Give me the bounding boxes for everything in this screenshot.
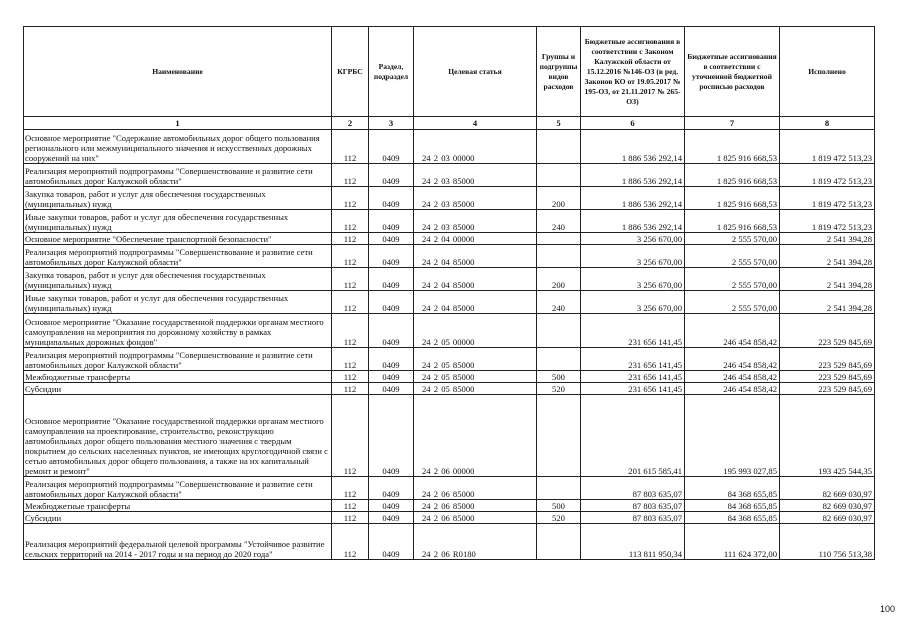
- cell-ktgrbs: 112: [332, 371, 369, 383]
- cell-refined: 1 825 916 668,53: [685, 130, 780, 164]
- cell-vr: 520: [537, 512, 581, 524]
- cell-executed: 2 541 394,28: [780, 245, 875, 268]
- cell-plan: 231 656 141,45: [581, 314, 685, 348]
- cell-plan: 1 886 536 292,14: [581, 187, 685, 210]
- cell-refined: 246 454 858,42: [685, 348, 780, 371]
- col-number: 3: [369, 117, 414, 130]
- cell-executed: 2 541 394,28: [780, 268, 875, 291]
- cell-executed: 193 425 544,35: [780, 395, 875, 477]
- cell-executed: 110 756 513,38: [780, 524, 875, 560]
- cell-ktgrbs: 112: [332, 210, 369, 233]
- cell-plan: 3 256 670,00: [581, 245, 685, 268]
- cell-vr: [537, 164, 581, 187]
- cell-vr: [537, 233, 581, 245]
- col-number: 2: [332, 117, 369, 130]
- table-row: [24, 395, 875, 477]
- table-row: [24, 348, 875, 371]
- cell-name: Субсидии: [24, 383, 332, 395]
- cell-ktgrbs: 112: [332, 512, 369, 524]
- cell-refined: 1 825 916 668,53: [685, 164, 780, 187]
- cell-vr: [537, 130, 581, 164]
- table-row: [24, 500, 875, 512]
- cell-vr: [537, 524, 581, 560]
- cell-csr: 24 2 06 85000: [414, 500, 537, 512]
- cell-csr: 24 2 04 85000: [414, 245, 537, 268]
- cell-csr: 24 2 06 85000: [414, 477, 537, 500]
- cell-plan: 87 803 635,07: [581, 500, 685, 512]
- cell-vr: [537, 245, 581, 268]
- cell-name: Реализация мероприятий подпрограммы "Совершенствование и развитие сети автомобильных дорог Калужской области": [24, 477, 332, 500]
- cell-name: Иные закупки товаров, работ и услуг для обеспечения государственных (муниципальных) нужд: [24, 291, 332, 314]
- cell-name: Межбюджетные трансферты: [24, 371, 332, 383]
- cell-executed: 2 541 394,28: [780, 291, 875, 314]
- cell-ktgrbs: 112: [332, 245, 369, 268]
- cell-plan: 3 256 670,00: [581, 233, 685, 245]
- cell-plan: 113 811 950,34: [581, 524, 685, 560]
- cell-refined: 2 555 570,00: [685, 291, 780, 314]
- cell-vr: 240: [537, 291, 581, 314]
- header-target: Целевая статья: [414, 27, 537, 117]
- cell-executed: 223 529 845,69: [780, 314, 875, 348]
- cell-refined: 195 993 027,85: [685, 395, 780, 477]
- cell-executed: 1 819 472 513,23: [780, 210, 875, 233]
- cell-executed: 2 541 394,28: [780, 233, 875, 245]
- cell-vr: 200: [537, 187, 581, 210]
- cell-ktgrbs: 112: [332, 383, 369, 395]
- cell-ktgrbs: 112: [332, 187, 369, 210]
- cell-plan: 231 656 141,45: [581, 348, 685, 371]
- cell-name: Реализация мероприятий подпрограммы "Совершенствование и развитие сети автомобильных дорог Калужской области": [24, 245, 332, 268]
- header-row: [24, 27, 875, 117]
- cell-section: 0409: [369, 348, 414, 371]
- cell-ktgrbs: 112: [332, 348, 369, 371]
- cell-plan: 3 256 670,00: [581, 268, 685, 291]
- cell-csr: 24 2 05 85000: [414, 348, 537, 371]
- cell-csr: 24 2 03 85000: [414, 164, 537, 187]
- cell-ktgrbs: 112: [332, 130, 369, 164]
- cell-vr: [537, 314, 581, 348]
- cell-name: Межбюджетные трансферты: [24, 500, 332, 512]
- cell-refined: 246 454 858,42: [685, 383, 780, 395]
- cell-section: 0409: [369, 164, 414, 187]
- col-number: 8: [780, 117, 875, 130]
- header-groups: Группы и подгруппы видов расходов: [537, 27, 581, 117]
- cell-vr: 520: [537, 383, 581, 395]
- table-row: [24, 130, 875, 164]
- cell-section: 0409: [369, 477, 414, 500]
- table-row: [24, 477, 875, 500]
- cell-section: 0409: [369, 130, 414, 164]
- cell-ktgrbs: 112: [332, 268, 369, 291]
- cell-executed: 223 529 845,69: [780, 348, 875, 371]
- page-number: 100: [879, 604, 895, 614]
- cell-csr: 24 2 04 85000: [414, 268, 537, 291]
- header-section: Раздел, подраздел: [369, 27, 414, 117]
- cell-plan: 201 615 585,41: [581, 395, 685, 477]
- cell-name: Основное мероприятие "Оказание государственной поддержки органам местного самоуправления на мероприятия по дорожному хозяйству в рамках муниципальных дорожных фондов": [24, 314, 332, 348]
- cell-refined: 246 454 858,42: [685, 314, 780, 348]
- cell-executed: 82 669 030,97: [780, 477, 875, 500]
- cell-ktgrbs: 112: [332, 477, 369, 500]
- cell-executed: 1 819 472 513,23: [780, 130, 875, 164]
- cell-csr: 24 2 06 00000: [414, 395, 537, 477]
- table-row: [24, 314, 875, 348]
- cell-name: Закупка товаров, работ и услуг для обеспечения государственных (муниципальных) нужд: [24, 187, 332, 210]
- cell-section: 0409: [369, 524, 414, 560]
- cell-refined: 1 825 916 668,53: [685, 210, 780, 233]
- cell-vr: 500: [537, 371, 581, 383]
- cell-ktgrbs: 112: [332, 500, 369, 512]
- table-row: [24, 187, 875, 210]
- cell-section: 0409: [369, 500, 414, 512]
- table-row: [24, 383, 875, 395]
- col-number: 7: [685, 117, 780, 130]
- table-row: [24, 268, 875, 291]
- cell-csr: 24 2 06 85000: [414, 512, 537, 524]
- header-assign-refined: Бюджетные ассигнования в соответствии с уточненной бюджетной росписью расходов: [685, 27, 780, 117]
- cell-csr: 24 2 04 00000: [414, 233, 537, 245]
- cell-section: 0409: [369, 210, 414, 233]
- header-assign-law: Бюджетные ассигнования в соответствии с Законом Калужской области от 15.12.2016 №146-ОЗ (в ред. Законов КО от 19.05.2017 № 195-ОЗ, от 21.11.2017 № 265-ОЗ): [581, 27, 685, 117]
- cell-refined: 1 825 916 668,53: [685, 187, 780, 210]
- cell-section: 0409: [369, 371, 414, 383]
- header-executed: Исполнено: [780, 27, 875, 117]
- cell-name: Основное мероприятие "Обеспечение транспортной безопасности": [24, 233, 332, 245]
- header-name: Наименование: [24, 27, 332, 117]
- cell-plan: 87 803 635,07: [581, 477, 685, 500]
- cell-csr: 24 2 03 00000: [414, 130, 537, 164]
- cell-refined: 84 368 655,85: [685, 500, 780, 512]
- cell-section: 0409: [369, 383, 414, 395]
- cell-ktgrbs: 112: [332, 314, 369, 348]
- cell-name: Иные закупки товаров, работ и услуг для обеспечения государственных (муниципальных) нужд: [24, 210, 332, 233]
- cell-executed: 223 529 845,69: [780, 383, 875, 395]
- cell-executed: 1 819 472 513,23: [780, 164, 875, 187]
- cell-plan: 3 256 670,00: [581, 291, 685, 314]
- cell-name: Реализация мероприятий федеральной целевой программы "Устойчивое развитие сельских территорий на 2014 - 2017 годы и на период до 2020 года": [24, 524, 332, 560]
- table-row: [24, 233, 875, 245]
- cell-refined: 111 624 372,00: [685, 524, 780, 560]
- cell-refined: 2 555 570,00: [685, 233, 780, 245]
- cell-refined: 84 368 655,85: [685, 512, 780, 524]
- cell-executed: 82 669 030,97: [780, 500, 875, 512]
- cell-name: Реализация мероприятий подпрограммы "Совершенствование и развитие сети автомобильных дорог Калужской области": [24, 164, 332, 187]
- cell-csr: 24 2 05 85000: [414, 383, 537, 395]
- cell-name: Реализация мероприятий подпрограммы "Совершенствование и развитие сети автомобильных дорог Калужской области": [24, 348, 332, 371]
- cell-name: Основное мероприятие "Содержание автомобильных дорог общего пользования регионального или межмуниципального значения и искусственных дорожных сооружений на них": [24, 130, 332, 164]
- cell-csr: 24 2 03 85000: [414, 210, 537, 233]
- cell-csr: 24 2 03 85000: [414, 187, 537, 210]
- cell-plan: 231 656 141,45: [581, 371, 685, 383]
- table-row: [24, 164, 875, 187]
- col-number: 1: [24, 117, 332, 130]
- table-row: [24, 245, 875, 268]
- cell-executed: 223 529 845,69: [780, 371, 875, 383]
- table-row: [24, 291, 875, 314]
- col-number: 5: [537, 117, 581, 130]
- cell-vr: [537, 477, 581, 500]
- cell-vr: 200: [537, 268, 581, 291]
- cell-ktgrbs: 112: [332, 233, 369, 245]
- cell-ktgrbs: 112: [332, 164, 369, 187]
- column-number-row: [24, 117, 875, 130]
- cell-plan: 87 803 635,07: [581, 512, 685, 524]
- cell-csr: 24 2 06 R0180: [414, 524, 537, 560]
- cell-csr: 24 2 05 00000: [414, 314, 537, 348]
- cell-plan: 1 886 536 292,14: [581, 164, 685, 187]
- cell-section: 0409: [369, 233, 414, 245]
- table-row: [24, 210, 875, 233]
- col-number: 6: [581, 117, 685, 130]
- col-number: 4: [414, 117, 537, 130]
- cell-executed: 82 669 030,97: [780, 512, 875, 524]
- cell-ktgrbs: 112: [332, 395, 369, 477]
- budget-table: [23, 26, 875, 560]
- cell-vr: [537, 395, 581, 477]
- cell-name: Основное мероприятие "Оказание государственной поддержки органам местного самоуправления на проектирование, строительство, реконструкцию автомобильных дорог общего пользования местного значения с твердым покрытием до сельских населенных пунктов, не имеющих круглогодичной связи с сетью автомобильных дорог общего пользования, а также на их капитальный ремонт и ремонт": [24, 395, 332, 477]
- table-row: [24, 524, 875, 560]
- cell-vr: 240: [537, 210, 581, 233]
- cell-section: 0409: [369, 314, 414, 348]
- cell-csr: 24 2 05 85000: [414, 371, 537, 383]
- cell-refined: 84 368 655,85: [685, 477, 780, 500]
- cell-csr: 24 2 04 85000: [414, 291, 537, 314]
- cell-section: 0409: [369, 187, 414, 210]
- table-row: [24, 512, 875, 524]
- cell-vr: 500: [537, 500, 581, 512]
- cell-plan: 1 886 536 292,14: [581, 130, 685, 164]
- cell-section: 0409: [369, 291, 414, 314]
- cell-ktgrbs: 112: [332, 291, 369, 314]
- cell-plan: 231 656 141,45: [581, 383, 685, 395]
- cell-section: 0409: [369, 268, 414, 291]
- cell-section: 0409: [369, 512, 414, 524]
- table-row: [24, 371, 875, 383]
- cell-ktgrbs: 112: [332, 524, 369, 560]
- cell-refined: 2 555 570,00: [685, 268, 780, 291]
- cell-refined: 2 555 570,00: [685, 245, 780, 268]
- cell-section: 0409: [369, 395, 414, 477]
- cell-name: Субсидии: [24, 512, 332, 524]
- cell-plan: 1 886 536 292,14: [581, 210, 685, 233]
- cell-refined: 246 454 858,42: [685, 371, 780, 383]
- cell-section: 0409: [369, 245, 414, 268]
- header-ktgrbs: КГРБС: [332, 27, 369, 117]
- cell-executed: 1 819 472 513,23: [780, 187, 875, 210]
- cell-vr: [537, 348, 581, 371]
- cell-name: Закупка товаров, работ и услуг для обеспечения государственных (муниципальных) нужд: [24, 268, 332, 291]
